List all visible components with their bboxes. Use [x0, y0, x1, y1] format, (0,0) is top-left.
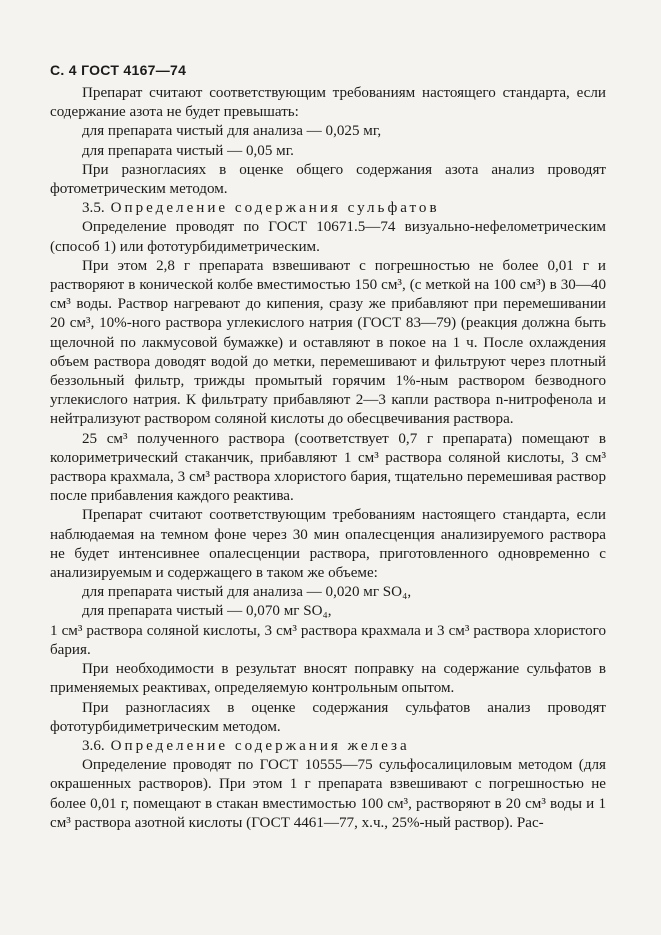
- paragraph: При разногласиях в оценке содержания сульфатов анализ проводят фототурбидиметрическим методом.: [50, 699, 606, 735]
- section-number: 3.5.: [82, 200, 105, 217]
- document-body: [50, 84, 606, 833]
- paragraph: При этом 2,8 г препарата взвешивают с погрешностью не более 0,01 г и растворяют в конической колбе вместимостью 150 см³, (с меткой на 100 см³) в 30—40 см³ воды. Раствор нагревают до кипения, сразу же прибавляют при перемешивании 20 см³, 10%-ного раствора углекислого натрия (ГОСТ 83—79) (реакция должна быть щелочной по лакмусовой бумажке) и оставляют в покое на 1 ч. После охлаждения объем раствора доводят водой до метки, перемешивают и фильтруют через плотный беззольный фильтр, трижды промытый горячим 1%-ным раствором безводного углекислого натрия. К фильтрату прибавляют 2—3 капли раствора n-нитрофенола и нейтрализуют раствором соляной кислоты до обесцвечивания раствора.: [50, 257, 606, 428]
- paragraph: 1 см³ раствора соляной кислоты, 3 см³ раствора крахмала и 3 см³ раствора хлористого бария.: [50, 622, 606, 658]
- section-heading: [50, 737, 606, 756]
- section-title: Определение содержания железа: [110, 737, 410, 754]
- paragraph: При необходимости в результат вносят поправку на содержание сульфатов в применяемых реактивах, определяемую контрольным опытом.: [50, 661, 606, 697]
- paragraph: Препарат считают соответствующим требованиям настоящего стандарта, если содержание азота не будет превышать:: [50, 85, 606, 121]
- list-line: для препарата чистый для анализа — 0,025 мг,: [82, 123, 382, 140]
- list-line: для препарата чистый — 0,05 мг.: [82, 142, 294, 159]
- list-line: для препарата чистый для анализа — 0,020 мг SO₄,: [82, 584, 412, 601]
- page-header: С. 4 ГОСТ 4167—74: [50, 62, 187, 78]
- section-title: Определение содержания сульфатов: [110, 200, 440, 217]
- paragraph: Определение проводят по ГОСТ 10555—75 сульфосалициловым методом (для окрашенных растворов). При этом 1 г препарата взвешивают с погрешностью не более 0,01 г, помещают в стакан вместимостью 100 см³, растворяют в 20 см³ воды и 1 см³ раствора азотной кислоты (ГОСТ 4461—77, х.ч., 25%-ный раствор). Рас-: [50, 757, 606, 831]
- section-number: 3.6.: [82, 737, 105, 754]
- paragraph: При разногласиях в оценке общего содержания азота анализ проводят фотометрическим методом.: [50, 161, 606, 198]
- paragraph: Препарат считают соответствующим требованиям настоящего стандарта, если наблюдаемая на темном фоне через 30 мин опалесценция анализируемого раствора не будет интенсивнее опалесценции раствора, приготовленного одновременно с анализируемым и содержащего в таком же объеме:: [50, 507, 606, 582]
- list-line: для препарата чистый — 0,070 мг SO₄,: [82, 603, 332, 620]
- paragraph: Определение проводят по ГОСТ 10671.5—74 визуально-нефелометрическим (способ 1) или фототурбидиметрическим.: [50, 219, 606, 255]
- paragraph: 25 см³ полученного раствора (соответствует 0,7 г препарата) помещают в колориметрический стаканчик, прибавляют 1 см³ раствора соляной кислоты, 3 см³ раствора крахмала, 3 см³ раствора хлористого бария, тщательно перемешивая раствор после прибавления каждого реактива.: [50, 430, 606, 505]
- section-heading: [50, 199, 606, 218]
